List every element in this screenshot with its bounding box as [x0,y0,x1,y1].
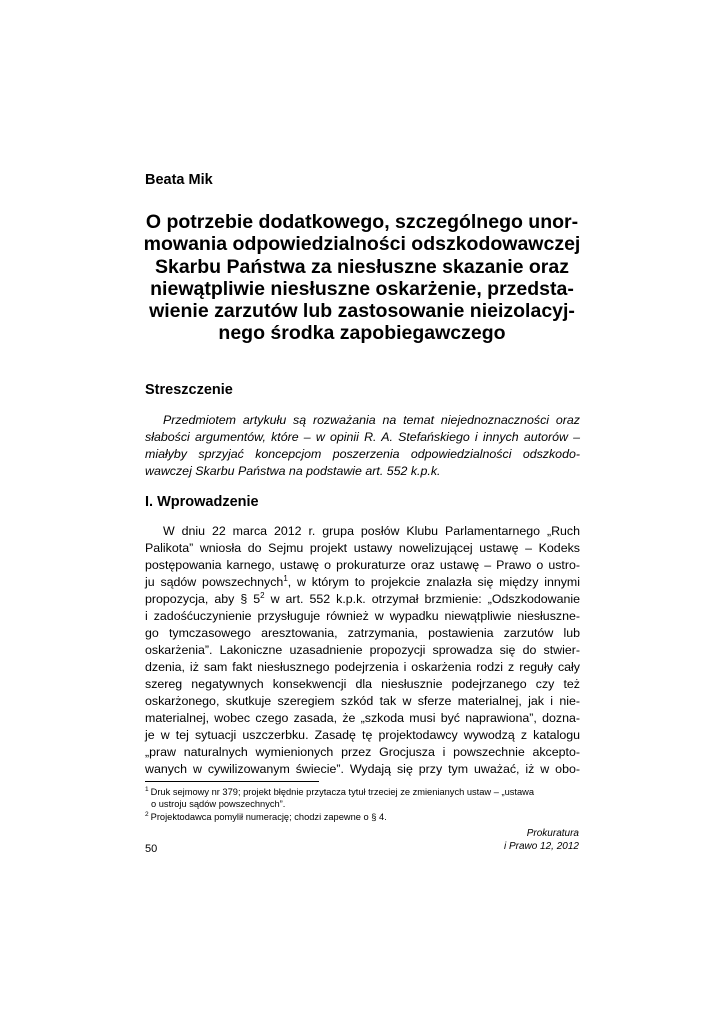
abstract-line: miałyby sprzyjać koncepcjom poszerzenia odpowiedzialności odszkodo- [145,447,580,461]
body-line: wanych w cywilizowanym świecie”. Wydają się przy tym uważać, iż w obo- [145,762,580,776]
body-line [145,591,580,608]
article-title [120,211,604,345]
page-number: 50 [145,843,158,855]
body-text: ju sądów powszechnych [145,575,284,589]
body-text: , w którym to projekcie znalazła się między innymi [287,575,580,589]
body-line: i zadośćuczynienie przysługuje również w wypadku niewątpliwie niesłuszne- [145,609,580,623]
body-line: Palikota” wniosła do Sejmu projekt ustawy nowelizującej ustawę – Kodeks [145,541,580,555]
title-line: O potrzebie dodatkowego, szczególnego unor- [145,211,579,233]
author-name: Beata Mik [145,172,213,188]
title-line: wienie zarzutów lub zastosowanie nieizolacyj- [149,300,575,323]
body-line [145,574,580,591]
title-line: Skarbu Państwa za niesłuszne skazanie oraz [154,255,569,278]
section-heading: I. Wprowadzenie [145,494,259,510]
title-line: nego środka zapobiegawczego [218,322,506,345]
body-text: propozycja, aby § 5 [145,592,261,606]
journal-name: Prokuratura [526,828,579,839]
footnote [145,811,580,823]
body-line: oskarżonego, skutkuje szeregiem szkód tak w sferze materialnej, jak i nie- [145,694,580,708]
abstract-line: Przedmiotem artykułu są rozważania na temat niejednoznaczności oraz [163,413,580,427]
body-line: oskarżenia”. Lakoniczne uzasadnienie propozycji sprowadza się do stwier- [145,643,580,657]
footnote-number: 2 [145,810,149,818]
footnote-text: Druk sejmowy nr 379; projekt błędnie przytacza tytuł trzeciej ze zmienianych ustaw – „ustawa [150,787,535,797]
journal-issue: i Prawo 12, 2012 [503,841,579,852]
footnote-continuation: o ustroju sądów powszechnych”. [151,799,286,809]
abstract-heading: Streszczenie [145,382,233,398]
title-line: mowania odpowiedzialności odszkodowawczej [143,233,581,256]
footnote-ref[interactable]: 2 [260,590,265,600]
body-line: W dniu 22 marca 2012 r. grupa posłów Klubu Parlamentarnego „Ruch [163,524,580,538]
footnote-divider [145,781,319,782]
abstract-line: wawczej Skarbu Państwa na podstawie art. 552 k.p.k. [145,464,441,478]
body-line: go tymczasowego aresztowania, zatrzymania, postawienia zarzutów lub [145,626,580,640]
footnote-text: Projektodawca pomylił numerację; chodzi zapewne o § 4. [150,812,387,822]
body-line: postępowania karnego, ustawę o prokuraturze oraz ustawę – Prawo o ustro- [145,558,580,572]
footnote-number: 1 [145,785,149,793]
body-line: materialnej, wobec czego zasada, że „szkoda musi być naprawiona”, dozna- [145,711,580,725]
title-line: niewątpliwie niesłuszne oskarżenie, przedsta- [150,277,574,300]
body-line: szereg negatywnych konsekwencji dla niesłusznie podejrzanego czy też [145,677,580,691]
journal-info [504,827,579,853]
body-line: „praw naturalnych wymienionych przez Grocjusza i powszechnie akcepto- [145,745,580,759]
body-line: dzenia, iż sam fakt niesłusznego podejrzenia i oskarżenia rodzi z reguły cały [145,660,580,674]
footnote-ref[interactable]: 1 [283,573,288,583]
footnote [145,786,580,798]
abstract-line: słabości argumentów, które – w opinii R. A. Stefańskiego i innych autorów – [145,430,580,444]
body-line: je w tej sytuacji uszczerbku. Zasadę tę projektodawcy wywodzą z katalogu [145,728,580,742]
body-text: w art. 552 k.p.k. otrzymał brzmienie: „Odszkodowanie [264,592,580,606]
